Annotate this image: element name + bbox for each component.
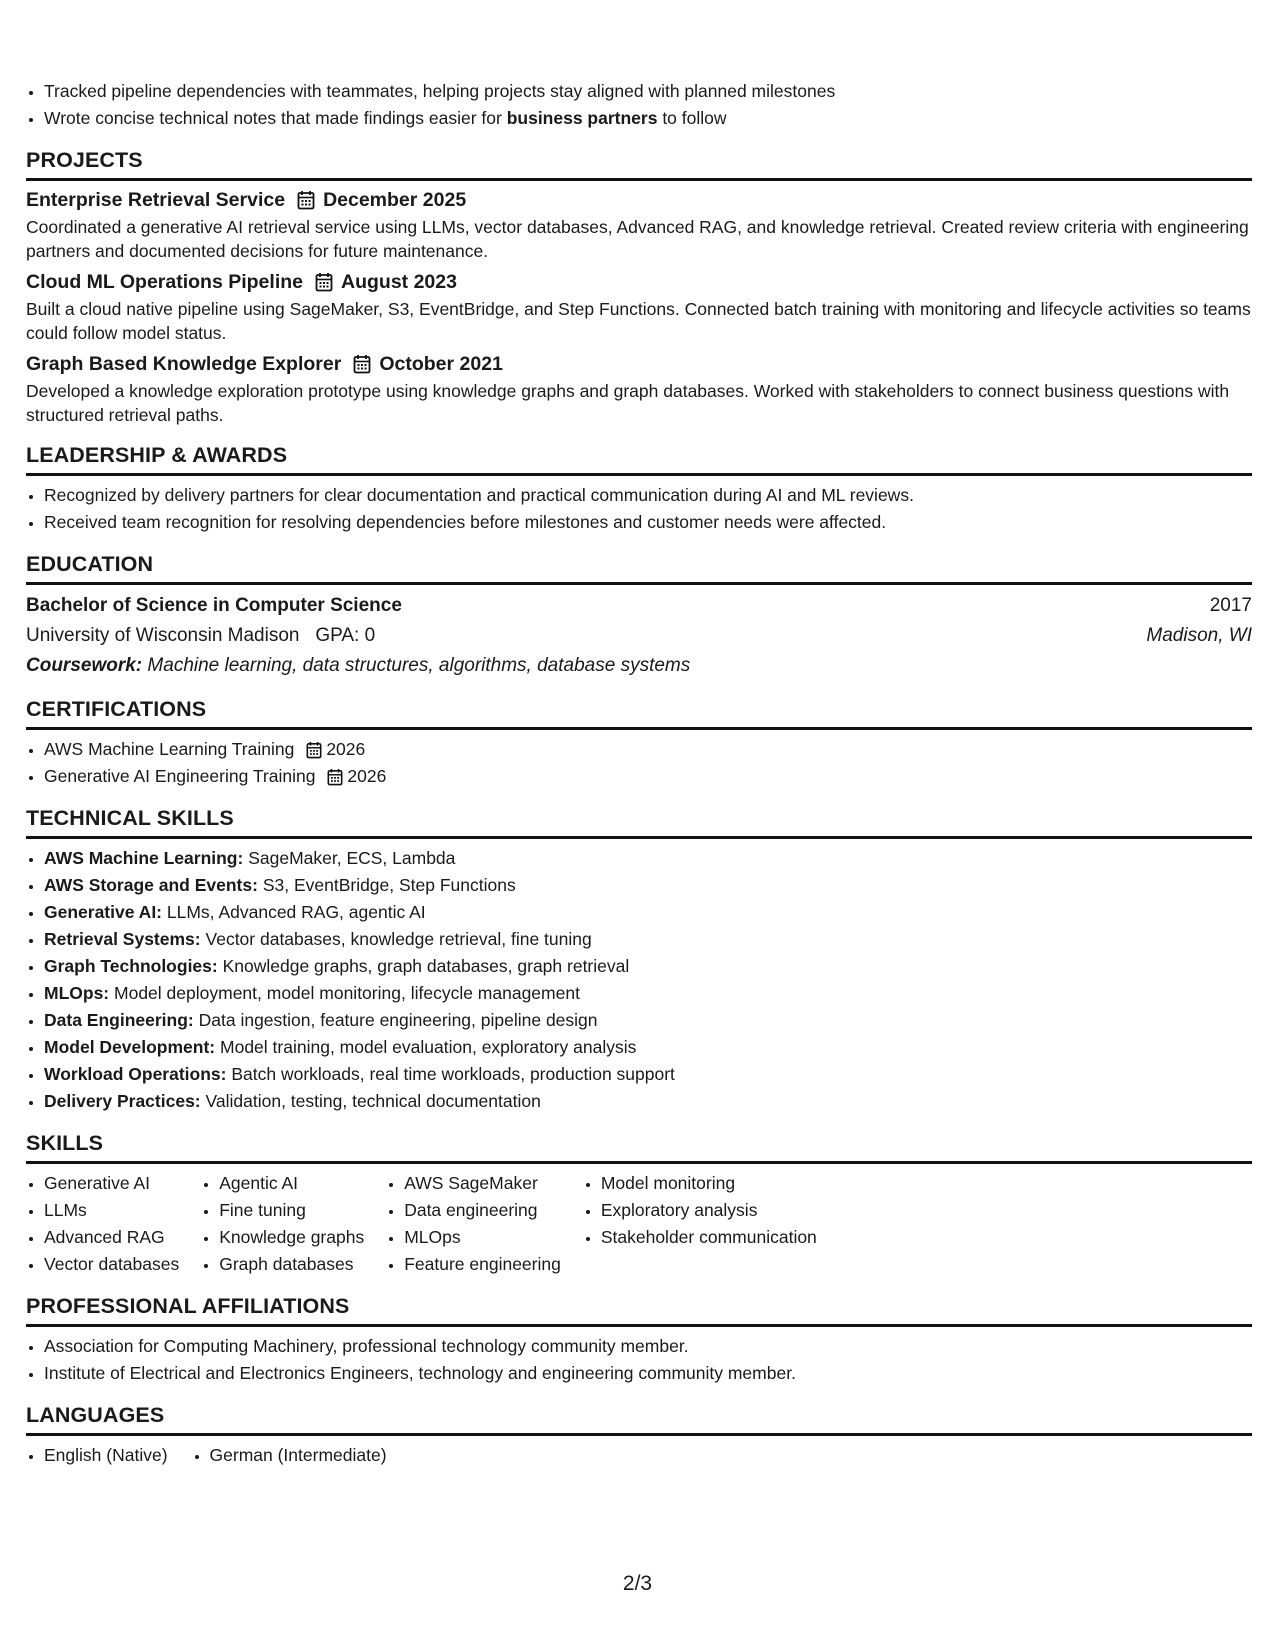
skills-column	[201, 1170, 364, 1278]
project-date: October 2021	[379, 353, 503, 375]
certifications-list	[26, 736, 1252, 790]
page-number: 2/3	[622, 1572, 653, 1595]
project-date: August 2023	[341, 271, 457, 293]
list-item: • MLOps: Model deployment, model monitoring, lifecycle management	[44, 980, 1252, 1007]
list-item: • Retrieval Systems: Vector databases, knowledge retrieval, fine tuning	[44, 926, 1252, 953]
certification-name: • AWS Machine Learning Training	[44, 739, 295, 759]
list-item: • Model monitoring	[601, 1170, 817, 1197]
project-title: Graph Based Knowledge Explorer	[26, 353, 342, 375]
technical-skills-list	[26, 845, 1252, 1115]
certification-year: 2026	[326, 739, 366, 759]
project-date: December 2025	[323, 189, 467, 211]
project-item	[26, 351, 1252, 427]
project-description: Developed a knowledge exploration prototype using knowledge graphs and graph databases. Worked with stakeholders to connect business questions with structured retrieval paths.	[26, 381, 1230, 425]
education-degree-row	[26, 591, 1252, 621]
calendar-icon	[306, 741, 322, 759]
list-item: • Received team recognition for resolving dependencies before milestones and customer needs were affected.	[44, 509, 1252, 536]
calendar-icon	[353, 354, 371, 374]
section-heading-leadership: LEADERSHIP & AWARDS	[26, 441, 1252, 476]
list-item: • Association for Computing Machinery, professional technology community member.	[44, 1333, 1252, 1360]
list-item: • Agentic AI	[219, 1170, 364, 1197]
list-item: • Vector databases	[44, 1251, 179, 1278]
skills-column	[26, 1170, 179, 1278]
calendar-icon	[315, 272, 333, 292]
list-item: • Graph databases	[219, 1251, 364, 1278]
list-item: • Institute of Electrical and Electronics Engineers, technology and engineering community member.	[44, 1360, 1252, 1387]
section-heading-languages: LANGUAGES	[26, 1401, 1252, 1436]
list-item: • Recognized by delivery partners for clear documentation and practical communication during AI and ML reviews.	[44, 482, 1252, 509]
coursework	[26, 651, 1252, 681]
project-item	[26, 269, 1252, 345]
section-heading-technical-skills: TECHNICAL SKILLS	[26, 804, 1252, 839]
calendar-icon	[297, 190, 315, 210]
project-description: Built a cloud native pipeline using SageMaker, S3, EventBridge, and Step Functions. Connected batch training with monitoring and lifecycle activities so teams could follow model status.	[26, 299, 1251, 343]
list-item: • Exploratory analysis	[601, 1197, 817, 1224]
degree: Bachelor of Science in Computer Science	[26, 595, 402, 616]
section-heading-skills: SKILLS	[26, 1129, 1252, 1164]
list-item: • AWS SageMaker	[404, 1170, 561, 1197]
list-item: • Stakeholder communication	[601, 1224, 817, 1251]
list-item: • Data Engineering: Data ingestion, feature engineering, pipeline design	[44, 1007, 1252, 1034]
list-item: • AWS Storage and Events: S3, EventBridge, Step Functions	[44, 872, 1252, 899]
school-location: Madison, WI	[1146, 625, 1252, 646]
list-item: • Generative AI	[44, 1170, 179, 1197]
list-item: • MLOps	[404, 1224, 561, 1251]
list-item: • AWS Machine Learning: SageMaker, ECS, Lambda	[44, 845, 1252, 872]
calendar-icon	[327, 768, 343, 786]
project-item	[26, 187, 1252, 263]
list-item: • Workload Operations: Batch workloads, real time workloads, production support	[44, 1061, 1252, 1088]
leadership-list	[26, 482, 1252, 536]
list-item: • Graph Technologies: Knowledge graphs, graph databases, graph retrieval	[44, 953, 1252, 980]
list-item: • Delivery Practices: Validation, testing, technical documentation	[44, 1088, 1252, 1115]
coursework-label: Coursework:	[26, 655, 143, 676]
list-item	[44, 763, 1252, 790]
skills-grid	[26, 1170, 1252, 1278]
list-item: • English (Native)	[44, 1442, 168, 1469]
section-heading-education: EDUCATION	[26, 550, 1252, 585]
section-heading-affiliations: PROFESSIONAL AFFILIATIONS	[26, 1292, 1252, 1327]
graduation-year: 2017	[1209, 595, 1252, 616]
coursework-list: Machine learning, data structures, algorithms, database systems	[147, 655, 691, 676]
project-title: Cloud ML Operations Pipeline	[26, 271, 303, 293]
list-item: • Model Development: Model training, model evaluation, exploratory analysis	[44, 1034, 1252, 1061]
list-item: • Knowledge graphs	[219, 1224, 364, 1251]
list-item: • Tracked pipeline dependencies with teammates, helping projects stay aligned with planned milestones	[44, 78, 1252, 105]
list-item: • LLMs	[44, 1197, 179, 1224]
languages-list	[26, 1442, 1252, 1469]
list-item: • German (Intermediate)	[210, 1442, 387, 1469]
section-heading-certifications: CERTIFICATIONS	[26, 695, 1252, 730]
list-item: • Advanced RAG	[44, 1224, 179, 1251]
education-school-row	[26, 621, 1252, 651]
list-item: • Wrote concise technical notes that made findings easier for business partners to follow	[44, 105, 1252, 132]
resume-page	[26, 78, 1252, 1469]
certification-year: 2026	[347, 766, 387, 786]
project-title: Enterprise Retrieval Service	[26, 189, 286, 211]
list-item: • Feature engineering	[404, 1251, 561, 1278]
list-item	[44, 736, 1252, 763]
school-name: University of Wisconsin Madison	[26, 625, 300, 646]
list-item: • Fine tuning	[219, 1197, 364, 1224]
certification-name: • Generative AI Engineering Training	[44, 766, 316, 786]
project-description: Coordinated a generative AI retrieval service using LLMs, vector databases, Advanced RAG, and knowledge retrieval. Created review criteria with engineering partners and documented decisions for future maintenance.	[26, 217, 1249, 261]
experience-bullets	[26, 78, 1252, 132]
section-heading-projects: PROJECTS	[26, 146, 1252, 181]
skills-column	[386, 1170, 561, 1278]
list-item: • Data engineering	[404, 1197, 561, 1224]
list-item: • Generative AI: LLMs, Advanced RAG, agentic AI	[44, 899, 1252, 926]
affiliations-list	[26, 1333, 1252, 1387]
skills-column	[583, 1170, 817, 1278]
gpa: GPA: 0	[315, 625, 376, 646]
